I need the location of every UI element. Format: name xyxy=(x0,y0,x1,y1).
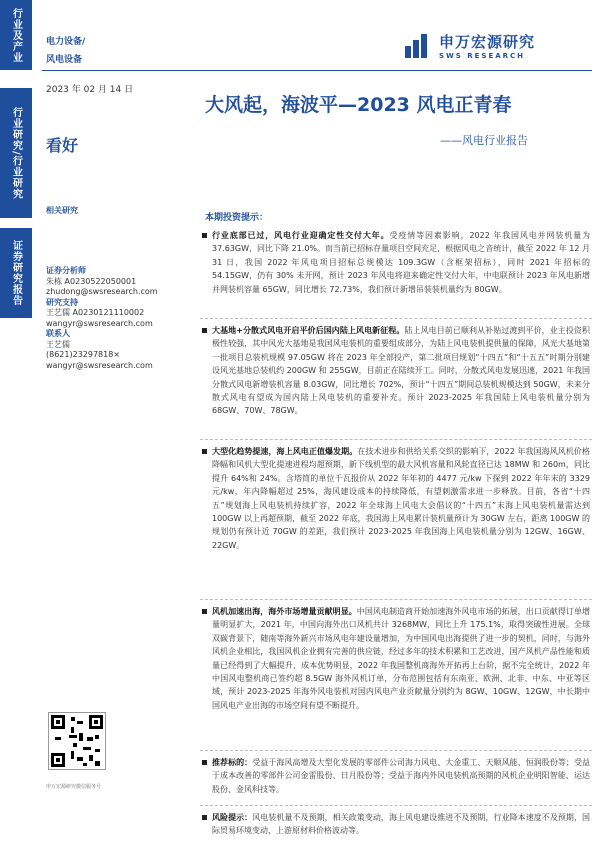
strip-label-research: 行业研究/行业研究 xyxy=(10,106,22,200)
analyst-role-label: 证券分析师 xyxy=(46,266,86,275)
logo-chinese-name: 申万宏源研究 xyxy=(439,32,536,51)
summary-paragraph xyxy=(212,811,590,838)
analyst-email[interactable]: zhudong@swsresearch.com xyxy=(46,287,158,296)
summary-paragraph xyxy=(212,445,590,552)
point-body: 风电装机量不及预期，相关政策变动，海上风电建设推进不及预期，行业降本速度不及预期，国际贸易环境变动，上游原材料价格波动等。 xyxy=(212,813,590,836)
left-category-strip xyxy=(0,0,32,800)
contact-phone: (8621)23297818× xyxy=(46,350,121,359)
summary-point xyxy=(200,599,592,750)
qr-code-icon xyxy=(48,712,106,770)
point-body: 受益于海风高增及大型化发展的零部件公司海力风电、大金重工、天顺风能、恒润股份等；受益于成本改善的零部件公司金雷股份、日月股份等；受益于海内外风电装机高预期的风机企业明阳智能、运达股份、金风科技等。 xyxy=(212,758,590,794)
bullet-square-icon xyxy=(202,815,207,820)
contact-role-label: 联系人 xyxy=(46,329,70,338)
summary-heading: 本期投资提示： xyxy=(205,213,269,223)
point-heading: 风机加速出海，海外市场增量贡献明显。 xyxy=(212,607,357,616)
logo-english-name: SWS RESEARCH xyxy=(439,51,526,60)
summary-point-risk xyxy=(200,805,592,855)
strip-segment-research xyxy=(0,88,32,218)
support-name: 王艺儒 A0230121110002 xyxy=(46,308,145,317)
summary-point xyxy=(200,439,592,599)
strip-label-report: 证券研究报告 xyxy=(10,240,22,306)
strip-segment-report xyxy=(0,228,32,318)
strip-segment-industry xyxy=(0,0,32,70)
report-date: 2023 年 02 月 14 日 xyxy=(46,85,134,95)
point-body: 在技术进步和供给关系交织的影响下，2022 年我国海风风机价格降幅和风机大型化提速进程均超预期，新下线机型的最大风机容量和风轮直径已达 18MW 和 260m，同比提升 64%和 24%。含塔筒的单位千瓦报价从 2022 年年初的 4477 元/kw 下探到 2022 年年末的 3329 元/kw，年内降幅超过 25%，海风建设成本的持续降低，有望刺激需求进一步释放。目前，各省“十四五”规划海上风电装机持续扩容，2022 年全球海上风电大会倡议的“十四五”末海上风电装机量需达到 100GW 以上再超预期，截至 2022 年底，我国海上风电累计装机量预计为 30GW 左右，距离 100GW 的规划仍有预计近 70GW 的差距，我们预计 2023-2025 年我国海上风电装机量分别为 12GW、16GW、22GW。 xyxy=(212,447,590,550)
summary-point-recommendation xyxy=(200,750,592,805)
industry-line-2: 风电设备 xyxy=(46,55,83,65)
industry-line-1: 电力设备/ xyxy=(46,37,86,47)
company-logo xyxy=(405,28,595,62)
analyst-name: 朱栋 A0230522050001 xyxy=(46,276,137,286)
strip-label-industry: 行业及产业 xyxy=(10,7,22,63)
bullet-square-icon xyxy=(202,609,207,614)
bullet-square-icon xyxy=(202,328,207,333)
summary-paragraph xyxy=(212,605,590,712)
summary-paragraph xyxy=(212,229,590,296)
support-email[interactable]: wangyr@swsresearch.com xyxy=(46,318,153,328)
summary-point xyxy=(200,318,592,439)
header-divider xyxy=(42,70,592,71)
analyst-info xyxy=(46,266,196,371)
logo-mark-icon xyxy=(405,32,433,58)
report-title: 大风起，海波平—2023 风电正青春 xyxy=(205,94,512,116)
bullet-square-icon xyxy=(202,233,207,238)
report-subtitle: ——风电行业报告 xyxy=(440,134,528,147)
bullet-square-icon xyxy=(202,760,207,765)
summary-point xyxy=(200,224,592,318)
point-heading: 大型化趋势提速，海上风电正值爆发期。 xyxy=(212,447,358,456)
point-body: 陆上风电目前已顺利从补贴过渡到平价，业主投资积极性较强，其中风光大基地是我国风电装机的重要组成部分，为陆上风电装机提供量的保障，风光大基地第一批项目总装机规模 97.05GW 将在 2023 年全部投产，第二批项目规划“十四五”和“十五五”时期分别建设风光基地总装机约 200GW 和 255GW，目前正在陆续开工。同时，分散式风电发展迅速，2021 年我国分散式风电新增装机容量 8.03GW，同比增长 702%，预计“十四五”期间总装机规模达到 50GW，未来分散式风电有望成为国内陆上风电装机的重要补充。预计 2023-2025 年我国陆上风电装机量分别为 68GW、70W、78GW。 xyxy=(212,326,590,416)
summary-paragraph xyxy=(212,756,590,796)
support-role-label: 研究支持 xyxy=(46,297,78,307)
point-body: 中国风电制造商开始加速海外风电市场的拓展，出口贡献得订单增量明显扩大，2021 年，中国向海外出口风机共计 3268MW，同比上升 175.1%，取得突破性进展。全球双碳背景下，随南等海外新兴市场风电年建设量增加，为中国风电出海提供了进一步的契机，同时，与海外风机企业相比，我国风机企业拥有完善的供应链，经过多年的技术积累和工艺改进，国产风机产品性能和质量已经得到了大幅提升，成本优势明显，2022 年我国整机商海外开拓再上台阶，据不完全统计，2022 年中国风电整机商已签约超 8.5GW 海外风机订单，分布范围包括有东南亚、欧洲、北非、中东、中亚等区域，预计 2023-2025 年海外风电装机对国内风电产业贡献量分别约为 8GW、10GW、12GW，中长期中国风电产业出海的市场空间有望不断提升。 xyxy=(212,607,590,710)
qr-caption: 申万宏源研究微信服务号 xyxy=(46,784,102,790)
point-heading: 风险提示： xyxy=(212,813,253,822)
contact-name: 王艺儒 xyxy=(46,339,70,349)
point-heading: 推荐标的： xyxy=(212,758,253,767)
summary-paragraph xyxy=(212,324,590,418)
contact-email[interactable]: wangyr@swsresearch.com xyxy=(46,360,153,370)
point-heading: 行业底部已过，风电行业迎确定性交付大年。 xyxy=(212,231,390,240)
rating-label: 看好 xyxy=(46,136,79,155)
point-heading: 大基地+分散式风电开启平价后国内陆上风电新征程。 xyxy=(212,326,405,335)
related-research-label: 相关研究 xyxy=(46,206,78,215)
industry-label xyxy=(46,33,85,69)
bullet-square-icon xyxy=(202,449,207,454)
point-body: 受疫情等因素影响，2022 年我国风电并网装机量为 37.63GW，同比下降 21.0%。而当前已招标存量项目空间充足，根据风电之音统计，截至 2022 年 12 月 31 日，我国 2022 年风电项目招标总规模达 109.3GW（含框架招标），同时 2021 年招标的 54.15GW，仍有 30% 未开网，预计 2023 年风电将迎来确定性交付大年，中电联预计 2023 年风电新增并网装机容量 65GW，同比增长 72.73%，我们预计新增吊装装机量约为 80GW。 xyxy=(212,231,590,294)
investment-summary xyxy=(200,224,592,855)
